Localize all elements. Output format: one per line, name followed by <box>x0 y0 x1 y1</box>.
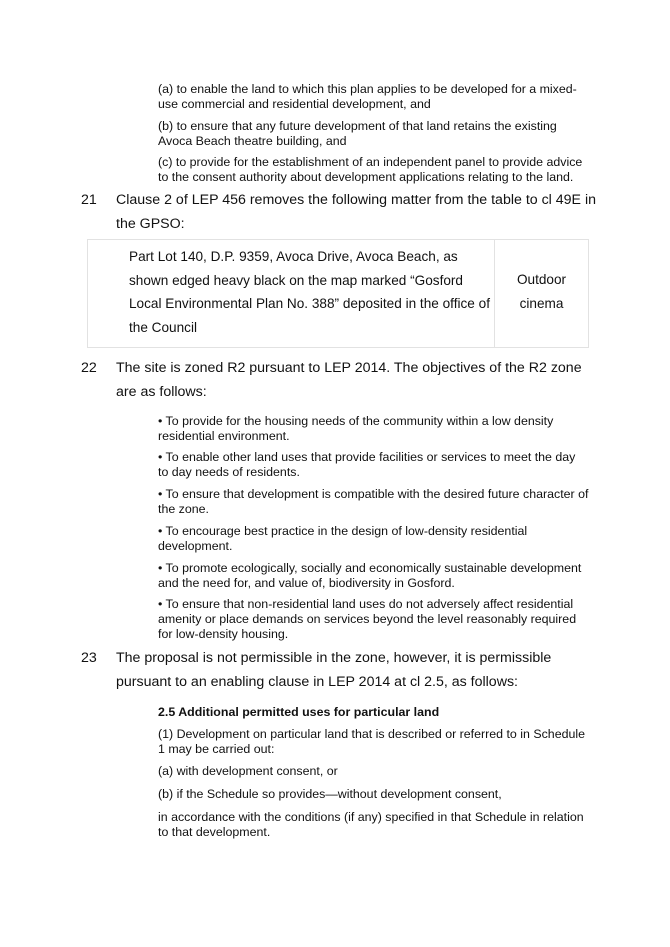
clause-heading: 2.5 Additional permitted uses for particular land <box>158 705 440 719</box>
paragraph-number-21: 21 <box>81 192 97 208</box>
paragraph-23-text: The proposal is not permissible in the zone, however, it is permissible pursuant to an enabling clause in LEP 2014 at cl 2.5, as follows: <box>116 650 552 690</box>
table-cell-land-description: Part Lot 140, D.P. 9359, Avoca Drive, Avoca Beach, as shown edged heavy black on the map marked “Gosford Local Environmental Plan No. 388” deposited in the office of the Council <box>88 240 495 347</box>
clause-item: (1) Development on particular land that is described or referred to in Schedule 1 may be carried out: <box>158 727 586 756</box>
clause-item: (a) with development consent, or <box>158 764 338 778</box>
table-cell-use: Outdoor cinema <box>516 272 567 311</box>
removed-matter-table <box>87 239 589 348</box>
objective-item: • To ensure that development is compatible with the desired future character of the zone. <box>158 487 589 516</box>
objective-item: • To ensure that non-residential land uses do not adversely affect residential amenity or place demands on services beyond the level reasonably required for low-density housing. <box>158 597 577 641</box>
paragraph-22-text: The site is zoned R2 pursuant to LEP 2014. The objectives of the R2 zone are as follows: <box>116 360 582 400</box>
objective-item: • To enable other land uses that provide facilities or services to meet the day to day needs of residents. <box>158 450 576 479</box>
paragraph-number-22: 22 <box>81 360 97 376</box>
objective-item: • To promote ecologically, socially and economically sustainable development and the need for, and value of, biodiversity in Gosford. <box>158 561 582 590</box>
objective-item: • To provide for the housing needs of the community within a low density residential environment. <box>158 414 554 443</box>
paragraph-21-text: Clause 2 of LEP 456 removes the following matter from the table to cl 49E in the GPSO: <box>116 192 597 232</box>
clause-item: (b) if the Schedule so provides—without development consent, <box>158 787 502 801</box>
quote-item-a: (a) to enable the land to which this plan applies to be developed for a mixed-use commercial and residential development, and <box>158 82 577 111</box>
quote-item-c: (c) to provide for the establishment of an independent panel to provide advice to the consent authority about development applications relating to the land. <box>158 155 583 184</box>
quote-item-b: (b) to ensure that any future development of that land retains the existing Avoca Beach theatre building, and <box>158 119 557 148</box>
objective-item: • To encourage best practice in the design of low-density residential development. <box>158 524 528 553</box>
clause-item: in accordance with the conditions (if any) specified in that Schedule in relation to that development. <box>158 810 584 839</box>
paragraph-number-23: 23 <box>81 650 97 666</box>
